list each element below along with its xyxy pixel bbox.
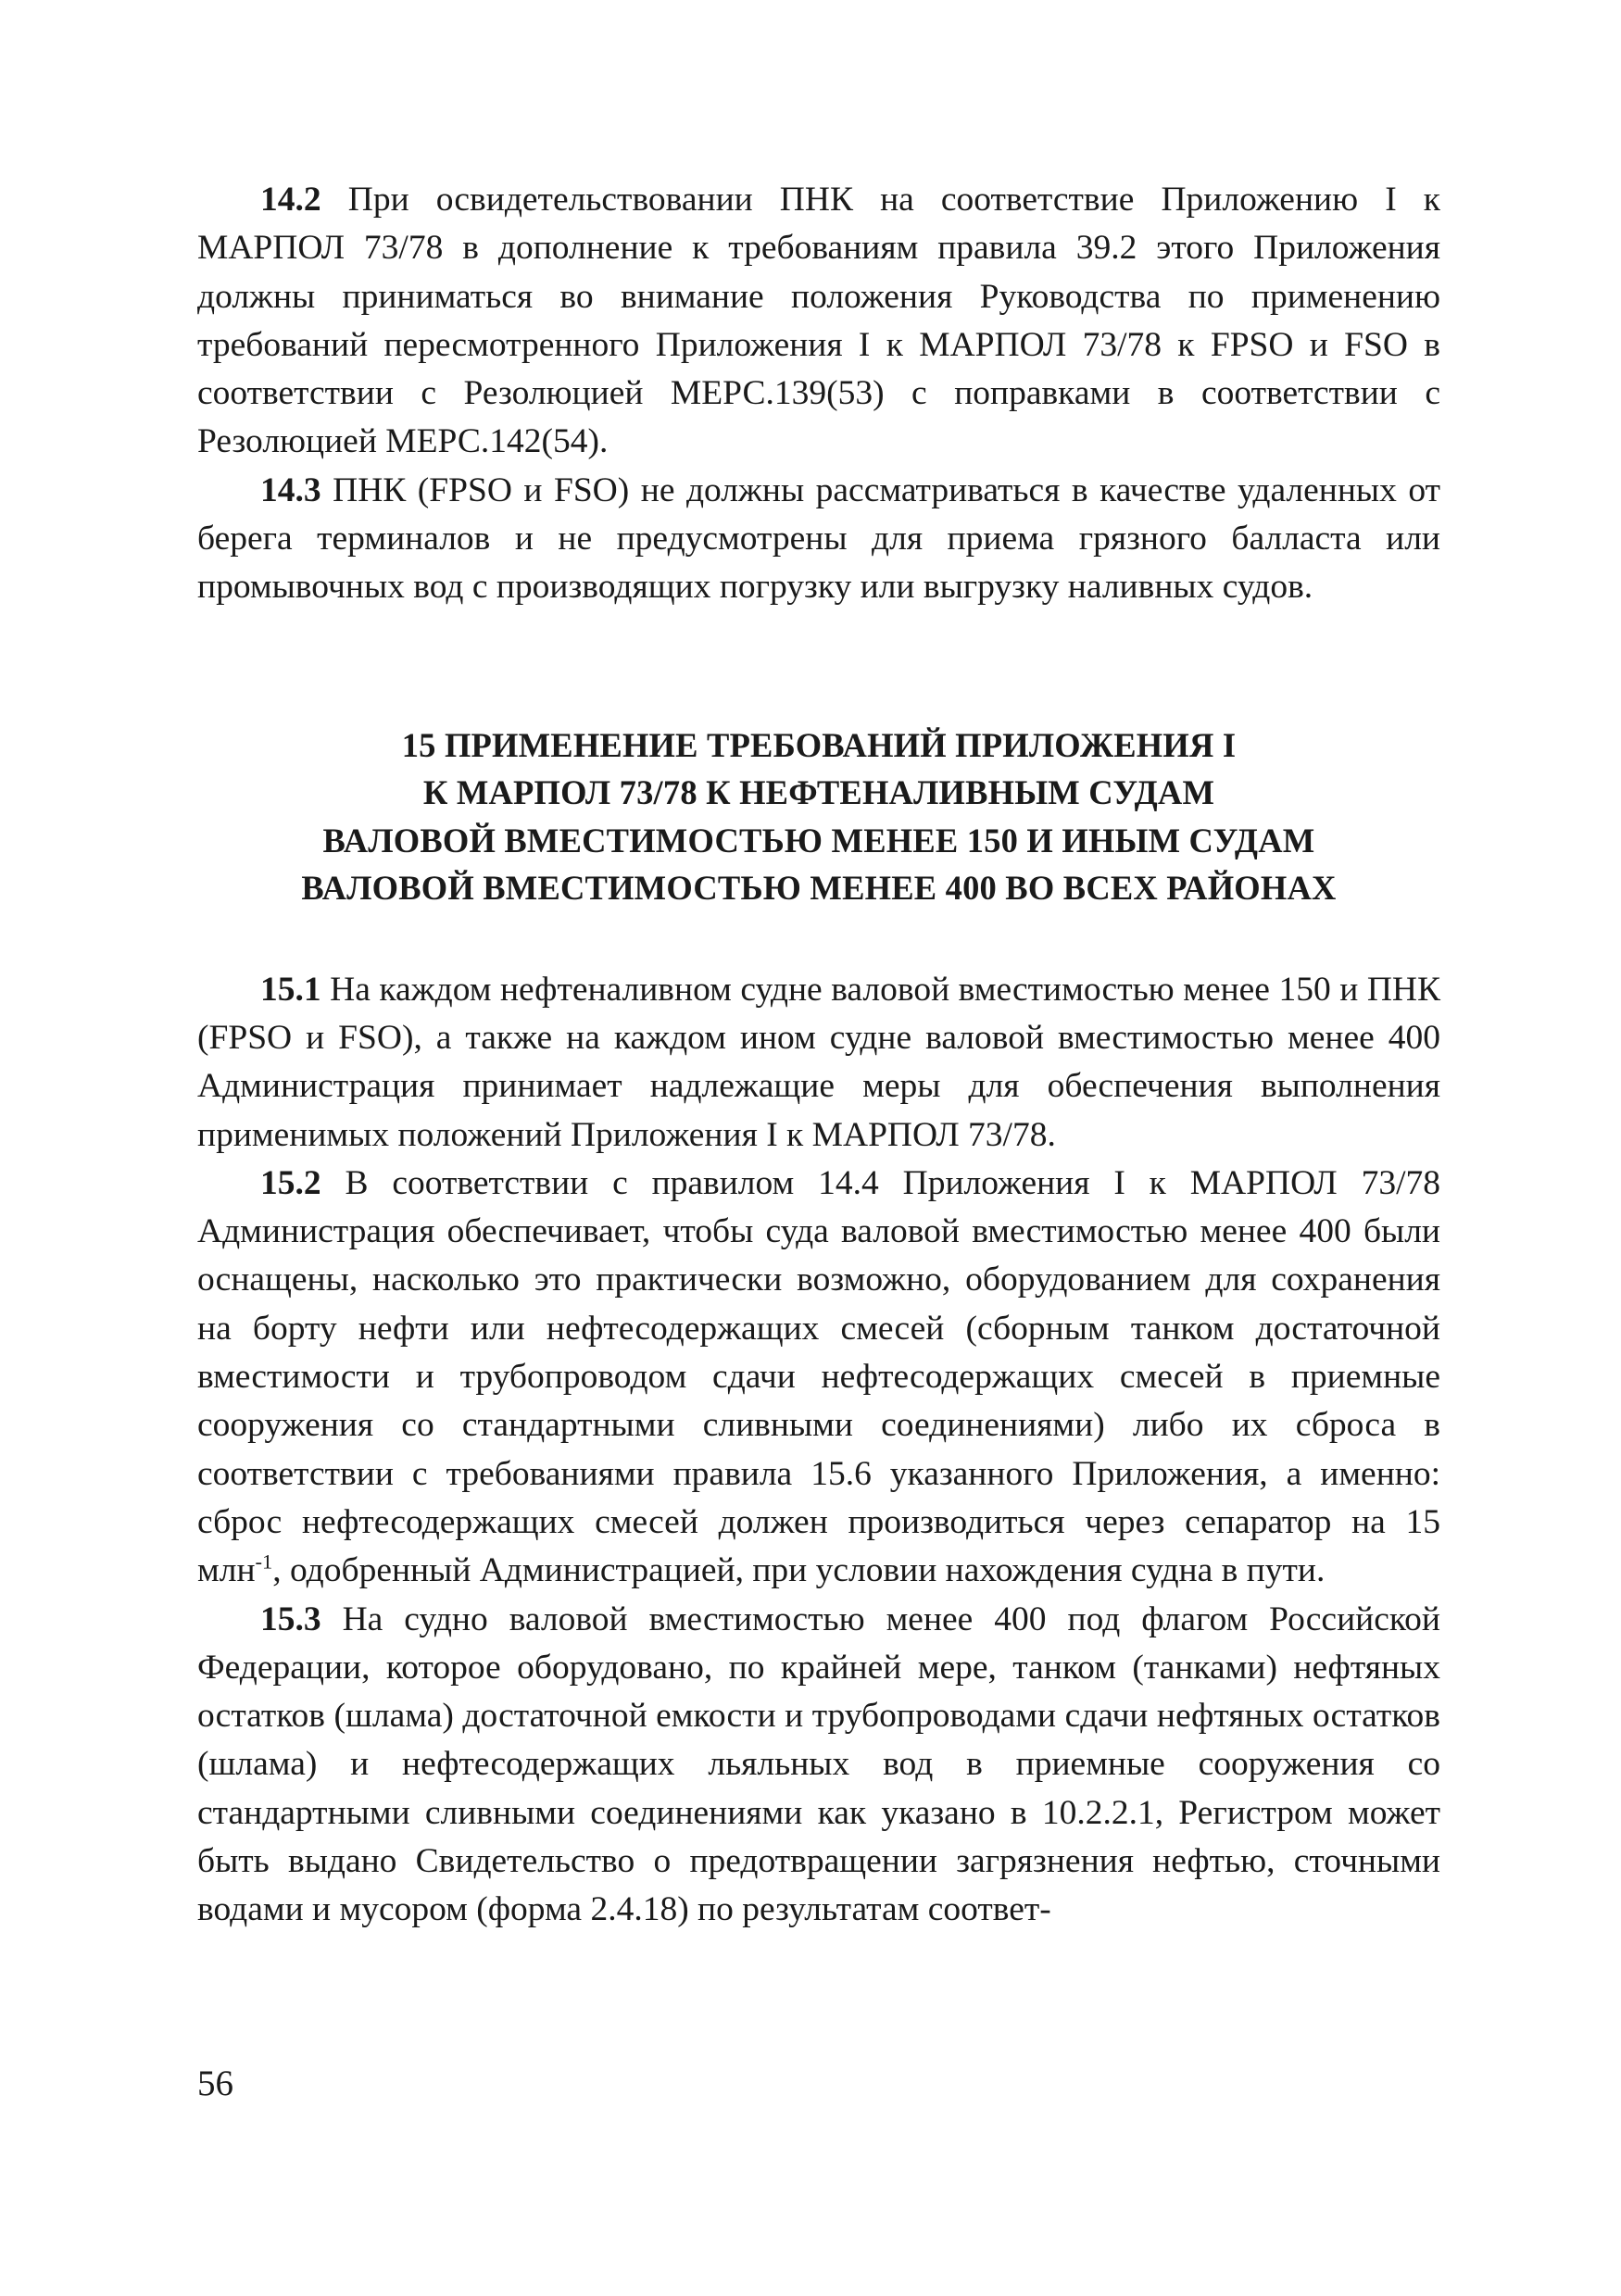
paragraph-text: В соответствии с правилом 14.4 Приложения I к МАРПОЛ 73/78 Администрация обеспечивает, чтобы суда валовой вместимостью менее 400 были оснащены, насколько это практически возможно, оборудованием для сохранения на борту нефти или нефтесодержащих смесей (сборным танком достаточной вместимости и трубопроводом сдачи нефтесодержащих смесей в приемные сооружения со стандартными сливными соединениями) либо их сброса в соответствии с требованиями правила 15.6 указанного Приложения, а именно: сброс нефтесодержащих смесей должен производиться через сепаратор на 15 млн: [197, 1163, 1441, 1590]
paragraph-text-continued: , одобренный Администрацией, при условии нахождения судна в пути.: [272, 1551, 1326, 1590]
paragraph-text: На судно валовой вместимостью менее 400 под флагом Российской Федерации, которое оборудовано, по крайней мере, танком (танками) нефтяных остатков (шлама) достаточной емкости и трубопроводами сдачи нефтяных остатков (шлама) и нефтесодержащих льяльных вод в приемные сооружения со стандартными сливными соединениями как указано в 10.2.2.1, Регистром может быть выдано Свидетельство о предотвращении загрязнения нефтью, сточными водами и мусором (форма 2.4.18) по результатам соответ-: [197, 1600, 1440, 1929]
section-heading-line: ВАЛОВОЙ ВМЕСТИМОСТЬЮ МЕНЕЕ 150 И ИНЫМ СУДАМ: [322, 821, 1315, 859]
paragraph-14-2: [197, 176, 1440, 467]
section-heading-line: 15 ПРИМЕНЕНИЕ ТРЕБОВАНИЙ ПРИЛОЖЕНИЯ I: [401, 725, 1237, 764]
paragraph-15-2: [197, 1160, 1440, 1596]
paragraph-14-3: [197, 467, 1440, 612]
paragraph-15-3: [197, 1596, 1440, 1935]
page-number: 56: [197, 2064, 233, 2103]
section-heading-line: ВАЛОВОЙ ВМЕСТИМОСТЬЮ МЕНЕЕ 400 ВО ВСЕХ РАЙОНАХ: [301, 869, 1337, 908]
paragraph-number: 15.2: [260, 1163, 321, 1202]
paragraph-text: На каждом нефтеналивном судне валовой вместимостью менее 150 и ПНК (FPSO и FSO), а также на каждом ином судне валовой вместимостью менее 400 Администрация принимает надлежащие меры для обеспечения выполнения применимых положений Приложения I к МАРПОЛ 73/78.: [197, 970, 1441, 1154]
paragraph-number: 14.2: [260, 181, 321, 219]
section-heading-line: К МАРПОЛ 73/78 К НЕФТЕНАЛИВНЫМ СУДАМ: [422, 773, 1215, 812]
page-body: [197, 176, 1440, 1935]
paragraph-15-1: [197, 966, 1440, 1160]
paragraph-text: При освидетельствовании ПНК на соответствие Приложению I к МАРПОЛ 73/78 в дополнение к требованиям правила 39.2 этого Приложения должны приниматься во внимание положения Руководства по применению требований пересмотренного Приложения I к МАРПОЛ 73/78 к FPSO и FSO в соответствии с Резолюцией МЕРС.139(53) с поправками в соответствии с Резолюцией МЕРС.142(54).: [197, 181, 1440, 461]
paragraph-number: 15.1: [260, 970, 321, 1009]
superscript: -1: [255, 1549, 273, 1574]
paragraph-number: 14.3: [260, 470, 321, 509]
section-heading: [197, 721, 1440, 912]
paragraph-number: 15.3: [260, 1600, 321, 1638]
paragraph-text: ПНК (FPSO и FSO) не должны рассматриваться в качестве удаленных от берега терминалов и не предусмотрены для приема грязного балласта или промывочных вод с производящих погрузку или выгрузку наливных судов.: [197, 470, 1441, 607]
